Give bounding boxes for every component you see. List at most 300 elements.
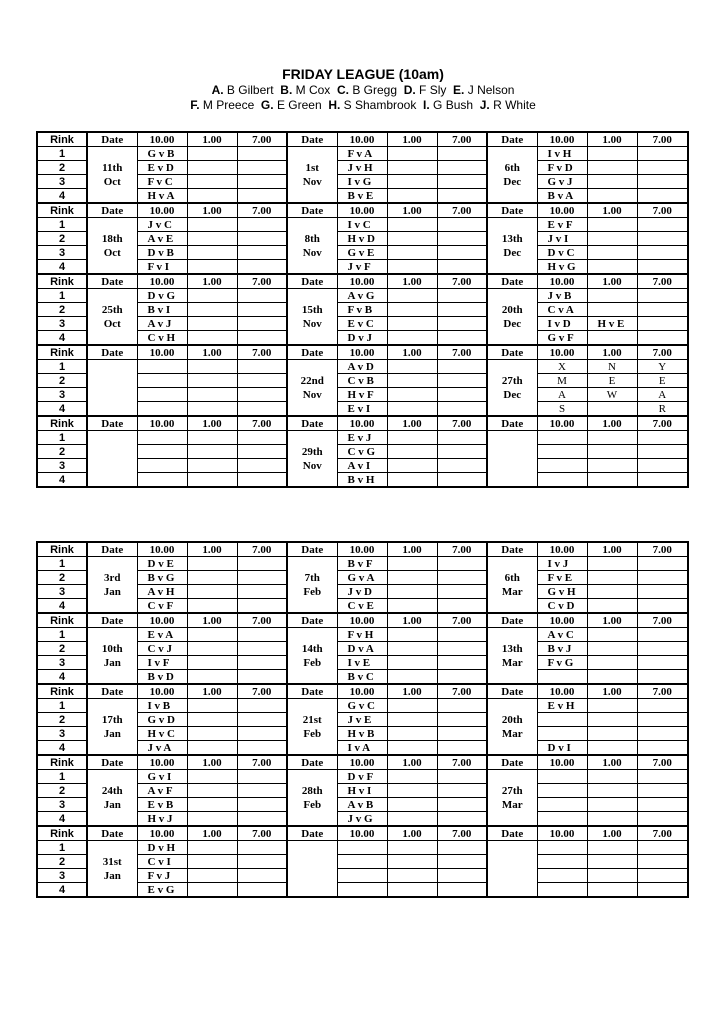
fixture-cell — [637, 855, 688, 869]
fixture-cell — [587, 770, 637, 784]
fixture-cell: C v H — [137, 331, 187, 346]
fixture-cell: W — [587, 388, 637, 402]
fixture-cell — [437, 699, 487, 713]
rink-number: 2 — [37, 232, 87, 246]
fixture-cell — [587, 175, 637, 189]
fixture-cell: B v C — [337, 670, 387, 685]
date-day: 6th — [504, 571, 520, 584]
fixture-cell: Y — [637, 360, 688, 374]
fixture-cell — [387, 585, 437, 599]
fixture-cell — [587, 628, 637, 642]
fixture-cell — [387, 784, 437, 798]
match-date — [487, 699, 537, 756]
date-day: 17th — [101, 713, 123, 726]
rink-number: 3 — [37, 175, 87, 189]
fixture-cell — [587, 699, 637, 713]
time-header-100: 1.00 — [387, 274, 437, 289]
fixture-cell — [437, 656, 487, 670]
fixture-cell — [637, 317, 688, 331]
fixture-cell — [187, 402, 237, 417]
fixture-cell — [187, 855, 237, 869]
time-header-100: 1.00 — [387, 542, 437, 557]
fixture-cell — [637, 232, 688, 246]
fixture-cell — [187, 713, 237, 727]
fixture-cell — [587, 161, 637, 175]
fixture-cell — [587, 218, 637, 232]
time-header-1000: 10.00 — [137, 826, 187, 841]
time-header-700: 7.00 — [637, 203, 688, 218]
match-date — [287, 431, 337, 488]
time-header-100: 1.00 — [387, 416, 437, 431]
date-month: Dec — [503, 246, 522, 259]
date-header: Date — [487, 416, 537, 431]
fixture-cell — [187, 784, 237, 798]
fixture-cell: I v F — [137, 656, 187, 670]
fixture-cell — [537, 727, 587, 741]
rink-number: 3 — [37, 798, 87, 812]
fixture-cell — [187, 260, 237, 275]
rink-number: 2 — [37, 303, 87, 317]
date-header: Date — [87, 684, 137, 699]
date-header: Date — [87, 274, 137, 289]
fixture-cell — [637, 741, 688, 756]
fixture-cell — [637, 670, 688, 685]
rink-number: 4 — [37, 741, 87, 756]
time-header-700: 7.00 — [437, 132, 487, 147]
header-row — [37, 684, 688, 699]
fixture-cell — [437, 855, 487, 869]
fixture-cell — [187, 289, 237, 303]
date-header: Date — [287, 416, 337, 431]
fixture-cell — [387, 883, 437, 898]
fixture-cell — [637, 473, 688, 488]
date-month: Nov — [302, 246, 322, 259]
fixture-cell — [387, 175, 437, 189]
date-header: Date — [87, 826, 137, 841]
fixture-cell: I v H — [537, 147, 587, 161]
fixture-cell: A v C — [537, 628, 587, 642]
fixture-cell — [587, 331, 637, 346]
time-header-100: 1.00 — [187, 416, 237, 431]
fixture-cell — [587, 557, 637, 571]
rink-number: 3 — [37, 869, 87, 883]
fixture-cell — [337, 855, 387, 869]
time-header-700: 7.00 — [637, 132, 688, 147]
fixture-cell — [187, 175, 237, 189]
fixture-cell — [437, 218, 487, 232]
fixture-cell — [387, 670, 437, 685]
rink-header: Rink — [37, 755, 87, 770]
fixture-cell — [437, 869, 487, 883]
fixture-cell — [237, 855, 287, 869]
fixture-cell: G v B — [137, 147, 187, 161]
fixture-cell — [637, 798, 688, 812]
time-header-1000: 10.00 — [337, 274, 387, 289]
fixture-cell — [437, 741, 487, 756]
team-entry: E. J Nelson — [453, 83, 515, 97]
date-header: Date — [87, 203, 137, 218]
fixture-cell: E v D — [137, 161, 187, 175]
time-header-700: 7.00 — [637, 274, 688, 289]
page-title: FRIDAY LEAGUE (10am) — [282, 66, 444, 82]
date-month: Dec — [503, 388, 522, 401]
date-header: Date — [487, 684, 537, 699]
fixture-cell — [587, 445, 637, 459]
rink-header: Rink — [37, 274, 87, 289]
fixture-cell — [187, 431, 237, 445]
match-date — [87, 557, 137, 614]
match-date — [287, 841, 337, 898]
fixture-cell — [637, 812, 688, 827]
fixture-cell — [437, 260, 487, 275]
fixture-cell — [187, 812, 237, 827]
match-date — [487, 841, 537, 898]
fixture-cell — [237, 841, 287, 855]
fixture-cell — [587, 812, 637, 827]
fixture-cell — [237, 798, 287, 812]
fixture-cell — [387, 599, 437, 614]
match-date — [87, 218, 137, 275]
fixture-cell — [637, 599, 688, 614]
fixture-cell — [237, 557, 287, 571]
header-row — [37, 613, 688, 628]
date-month: Dec — [503, 175, 522, 188]
date-month: Jan — [103, 798, 121, 811]
rink-header: Rink — [37, 416, 87, 431]
date-header: Date — [487, 826, 537, 841]
fixture-cell — [187, 599, 237, 614]
time-header-1000: 10.00 — [537, 755, 587, 770]
date-month: Nov — [302, 317, 322, 330]
fixture-cell — [437, 628, 487, 642]
fixture-cell — [437, 161, 487, 175]
fixture-cell: A — [537, 388, 587, 402]
time-header-700: 7.00 — [437, 203, 487, 218]
time-header-100: 1.00 — [187, 826, 237, 841]
fixture-cell — [187, 388, 237, 402]
fixture-cell — [437, 883, 487, 898]
fixture-cell: C v E — [337, 599, 387, 614]
match-date — [487, 628, 537, 685]
fixture-cell — [337, 841, 387, 855]
fixture-cell — [587, 232, 637, 246]
fixture-cell: A v F — [137, 784, 187, 798]
fixture-cell — [437, 571, 487, 585]
team-entry: H. S Shambrook — [328, 98, 417, 112]
header-row — [37, 274, 688, 289]
match-date — [287, 628, 337, 685]
date-day: 24th — [101, 784, 123, 797]
fixture-cell — [187, 869, 237, 883]
fixture-cell — [387, 798, 437, 812]
fixture-cell: A v I — [337, 459, 387, 473]
date-header: Date — [287, 613, 337, 628]
fixture-cell — [387, 855, 437, 869]
rink-number: 3 — [37, 317, 87, 331]
date-header: Date — [287, 684, 337, 699]
time-header-100: 1.00 — [587, 684, 637, 699]
fixture-cell — [187, 161, 237, 175]
teams-line-1 — [0, 83, 726, 98]
fixture-cell: B v A — [537, 189, 587, 204]
date-header: Date — [487, 613, 537, 628]
fixture-cell — [187, 218, 237, 232]
date-month: Nov — [302, 459, 322, 472]
fixture-cell: B v H — [337, 473, 387, 488]
fixture-cell: D v A — [337, 642, 387, 656]
fixture-cell — [637, 557, 688, 571]
fixture-cell: H v J — [137, 812, 187, 827]
rink-number: 4 — [37, 473, 87, 488]
fixture-cell — [637, 656, 688, 670]
time-header-1000: 10.00 — [137, 274, 187, 289]
fixture-cell — [637, 175, 688, 189]
fixture-cell — [637, 713, 688, 727]
fixture-cell: F v C — [137, 175, 187, 189]
rink-number: 4 — [37, 189, 87, 204]
time-header-100: 1.00 — [587, 203, 637, 218]
fixture-cell — [587, 798, 637, 812]
rink-header: Rink — [37, 613, 87, 628]
fixture-cell: C v I — [137, 855, 187, 869]
fixture-cell — [537, 812, 587, 827]
time-header-1000: 10.00 — [337, 684, 387, 699]
time-header-100: 1.00 — [187, 203, 237, 218]
fixture-cell: D v G — [137, 289, 187, 303]
time-header-100: 1.00 — [587, 542, 637, 557]
fixture-cell — [387, 303, 437, 317]
fixture-cell: X — [537, 360, 587, 374]
time-header-700: 7.00 — [637, 542, 688, 557]
time-header-700: 7.00 — [437, 613, 487, 628]
time-header-100: 1.00 — [187, 542, 237, 557]
fixture-cell — [637, 147, 688, 161]
fixture-cell — [137, 360, 187, 374]
fixture-cell — [437, 147, 487, 161]
fixture-cell: H v E — [587, 317, 637, 331]
fixture-cell — [137, 388, 187, 402]
table-row — [37, 841, 688, 855]
fixture-cell — [437, 360, 487, 374]
fixture-cell: N — [587, 360, 637, 374]
time-header-700: 7.00 — [637, 345, 688, 360]
fixture-cell — [237, 571, 287, 585]
match-date — [87, 628, 137, 685]
fixture-cell — [137, 374, 187, 388]
page-header — [0, 66, 726, 113]
fixture-cell — [587, 459, 637, 473]
date-header: Date — [287, 755, 337, 770]
fixture-cell — [637, 770, 688, 784]
fixture-cell — [437, 784, 487, 798]
fixture-cell — [237, 374, 287, 388]
rink-number: 3 — [37, 727, 87, 741]
fixture-cell — [537, 855, 587, 869]
date-header: Date — [287, 274, 337, 289]
match-date — [87, 360, 137, 417]
fixture-cell — [587, 656, 637, 670]
time-header-700: 7.00 — [437, 755, 487, 770]
fixture-cell — [387, 317, 437, 331]
rink-number: 2 — [37, 642, 87, 656]
fixture-cell — [637, 431, 688, 445]
rink-number: 1 — [37, 699, 87, 713]
table-row — [37, 770, 688, 784]
time-header-1000: 10.00 — [537, 613, 587, 628]
match-date — [87, 841, 137, 898]
match-date — [287, 360, 337, 417]
fixture-cell — [587, 727, 637, 741]
fixture-cell — [187, 147, 237, 161]
fixture-cell: E v A — [137, 628, 187, 642]
fixture-cell — [237, 670, 287, 685]
fixture-cell: C v F — [137, 599, 187, 614]
table-row — [37, 557, 688, 571]
table-row — [37, 431, 688, 445]
rink-number: 2 — [37, 374, 87, 388]
fixture-cell: I v E — [337, 656, 387, 670]
date-month: Jan — [103, 869, 121, 882]
time-header-700: 7.00 — [637, 613, 688, 628]
time-header-700: 7.00 — [237, 755, 287, 770]
date-month: Jan — [103, 727, 121, 740]
fixture-cell — [437, 232, 487, 246]
time-header-700: 7.00 — [437, 416, 487, 431]
fixture-cell: B v G — [137, 571, 187, 585]
fixture-cell — [237, 599, 287, 614]
date-header: Date — [87, 132, 137, 147]
rink-number: 3 — [37, 388, 87, 402]
fixture-cell — [437, 713, 487, 727]
fixture-cell — [187, 699, 237, 713]
fixture-cell: F v H — [337, 628, 387, 642]
rink-number: 1 — [37, 147, 87, 161]
fixture-cell — [437, 557, 487, 571]
time-header-700: 7.00 — [237, 345, 287, 360]
time-header-100: 1.00 — [587, 345, 637, 360]
fixture-cell — [187, 841, 237, 855]
time-header-1000: 10.00 — [537, 416, 587, 431]
fixture-cell — [537, 770, 587, 784]
date-day: 25th — [101, 303, 123, 316]
date-month: Jan — [103, 656, 121, 669]
fixture-cell: D v I — [537, 741, 587, 756]
fixture-cell — [587, 599, 637, 614]
time-header-100: 1.00 — [387, 613, 437, 628]
rink-number: 1 — [37, 841, 87, 855]
fixture-cell — [237, 360, 287, 374]
fixture-cell — [437, 246, 487, 260]
fixture-cell — [237, 189, 287, 204]
date-header: Date — [287, 203, 337, 218]
fixture-cell: I v G — [337, 175, 387, 189]
fixture-cell: D v J — [337, 331, 387, 346]
time-header-1000: 10.00 — [137, 613, 187, 628]
fixture-cell — [637, 784, 688, 798]
fixture-cell — [387, 260, 437, 275]
table-row — [37, 360, 688, 374]
fixture-cell: A v H — [137, 585, 187, 599]
fixture-cell — [437, 459, 487, 473]
fixture-cell: G v D — [137, 713, 187, 727]
match-date — [87, 431, 137, 488]
time-header-1000: 10.00 — [137, 203, 187, 218]
fixture-cell — [537, 713, 587, 727]
fixture-cell — [537, 445, 587, 459]
date-header: Date — [87, 542, 137, 557]
fixture-cell — [437, 585, 487, 599]
rink-number: 2 — [37, 445, 87, 459]
rink-header: Rink — [37, 132, 87, 147]
fixture-cell — [637, 189, 688, 204]
time-header-1000: 10.00 — [137, 416, 187, 431]
fixture-cell — [587, 571, 637, 585]
match-date — [487, 218, 537, 275]
fixture-cell — [387, 431, 437, 445]
fixture-cell — [587, 869, 637, 883]
time-header-1000: 10.00 — [537, 684, 587, 699]
fixture-cell — [387, 741, 437, 756]
fixture-cell — [237, 246, 287, 260]
table-row — [37, 218, 688, 232]
fixture-cell: D v B — [137, 246, 187, 260]
fixture-cell — [387, 402, 437, 417]
fixture-cell — [237, 741, 287, 756]
time-header-100: 1.00 — [387, 345, 437, 360]
rink-number: 4 — [37, 599, 87, 614]
fixture-cell: J v I — [537, 232, 587, 246]
date-day: 31st — [102, 855, 122, 868]
fixture-cell: F v D — [537, 161, 587, 175]
fixture-cell — [237, 812, 287, 827]
fixture-cell — [637, 161, 688, 175]
fixture-cell — [187, 670, 237, 685]
fixture-cell — [237, 585, 287, 599]
fixture-cell — [187, 557, 237, 571]
fixture-cell — [437, 812, 487, 827]
fixture-cell — [587, 147, 637, 161]
fixture-cell — [637, 218, 688, 232]
header-row — [37, 542, 688, 557]
rink-number: 4 — [37, 402, 87, 417]
date-header: Date — [87, 755, 137, 770]
rink-header: Rink — [37, 345, 87, 360]
fixture-cell — [387, 331, 437, 346]
match-date — [487, 557, 537, 614]
fixture-cell — [237, 431, 287, 445]
fixture-cell: B v E — [337, 189, 387, 204]
fixture-cell — [637, 699, 688, 713]
fixture-cell — [387, 289, 437, 303]
fixture-cell — [437, 642, 487, 656]
fixture-cell — [437, 798, 487, 812]
fixture-cell: H v A — [137, 189, 187, 204]
time-header-700: 7.00 — [437, 826, 487, 841]
fixture-cell — [237, 289, 287, 303]
date-day: 27th — [501, 784, 523, 797]
fixture-cell: H v B — [337, 727, 387, 741]
fixture-cell — [237, 883, 287, 898]
fixture-cell — [187, 585, 237, 599]
date-day: 7th — [304, 571, 320, 584]
time-header-1000: 10.00 — [137, 684, 187, 699]
fixture-cell — [387, 727, 437, 741]
fixture-cell: S — [537, 402, 587, 417]
fixture-cell: D v E — [137, 557, 187, 571]
fixture-cell — [387, 713, 437, 727]
table-row — [37, 699, 688, 713]
fixture-cell — [387, 459, 437, 473]
